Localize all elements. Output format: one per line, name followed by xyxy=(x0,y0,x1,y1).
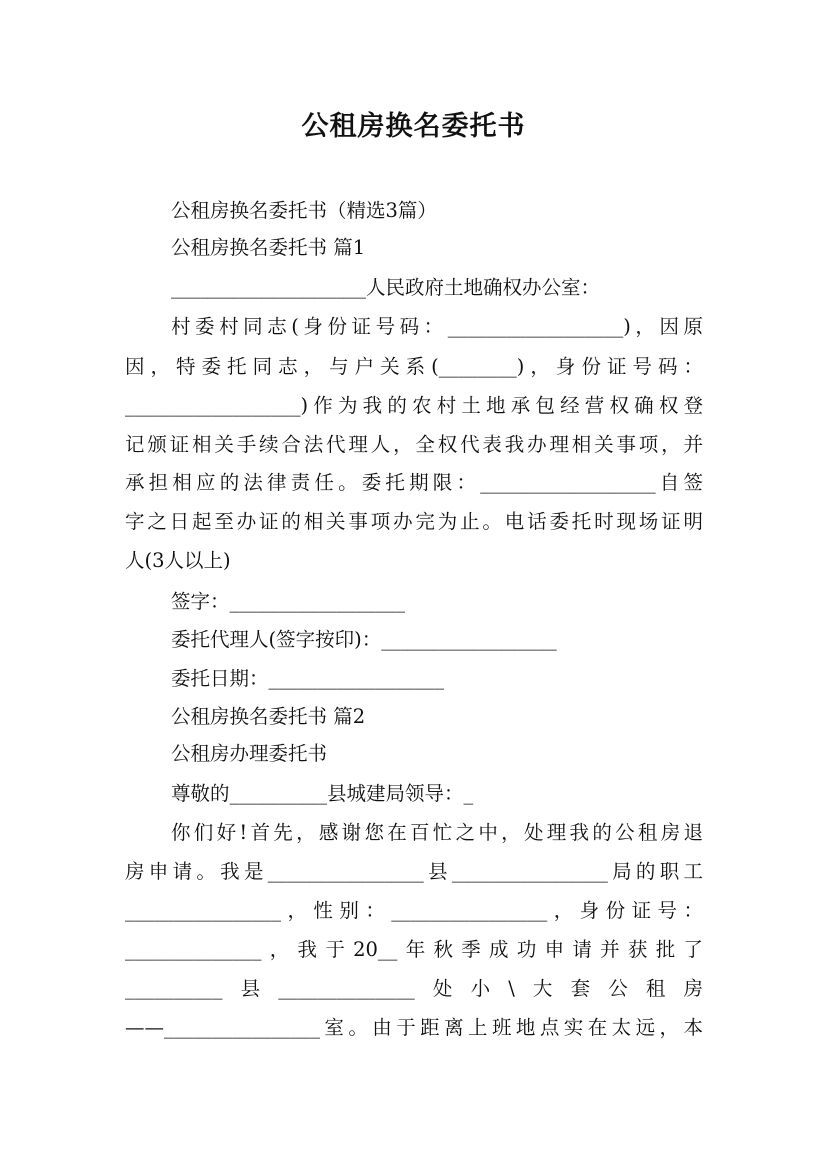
document-title: 公租房换名委托书 xyxy=(301,111,526,142)
paragraph-line: 承担相应的法律责任。委托期限：__________________自签 xyxy=(125,471,703,494)
paragraph-line: 因，特委托同志，与户关系(________)，身份证号码： xyxy=(125,355,703,378)
paragraph-line: 房申请。我是________________县________________局的职工 xyxy=(125,860,703,883)
paragraph-line: 你们好!首先，感谢您在百忙之中，处理我的公租房退 xyxy=(171,821,703,844)
signature-line: 签字：__________________ xyxy=(171,590,406,613)
section-heading-2: 公租房换名委托书 篇2 xyxy=(171,705,366,728)
paragraph-line: ——________________室。由于距离上班地点实在太远，本 xyxy=(125,1016,703,1039)
section-heading-1: 公租房换名委托书 篇1 xyxy=(171,236,366,259)
paragraph-line: 人(3人以上) xyxy=(125,549,231,572)
date-line: 委托日期：__________________ xyxy=(171,667,445,690)
paragraph-line: 村委村同志(身份证号码：__________________)，因原 xyxy=(171,315,703,338)
section-subtitle: 公租房办理委托书 xyxy=(171,742,328,765)
paragraph-line: 字之日起至办证的相关事项办完为止。电话委托时现场证明 xyxy=(125,510,703,533)
paragraph-line: ________________，性别：________________，身份证号： xyxy=(125,899,703,922)
salutation-line: 尊敬的__________县城建局领导：_ xyxy=(171,782,474,805)
addressee-line: ____________________人民政府土地确权办公室： xyxy=(171,276,601,299)
doc-subtitle: 公租房换名委托书（精选3篇） xyxy=(171,199,437,222)
agent-signature-line: 委托代理人(签字按印)：__________________ xyxy=(171,628,557,651)
paragraph-line: ______________，我于20__年秋季成功申请并获批了 xyxy=(125,938,703,961)
paragraph-line: __________县______________处小\大套公租房 xyxy=(125,977,703,1000)
paragraph-line: __________________)作为我的农村土地承包经营权确权登 xyxy=(125,394,703,417)
paragraph-line: 记颁证相关手续合法代理人，全权代表我办理相关事项，并 xyxy=(125,433,703,456)
